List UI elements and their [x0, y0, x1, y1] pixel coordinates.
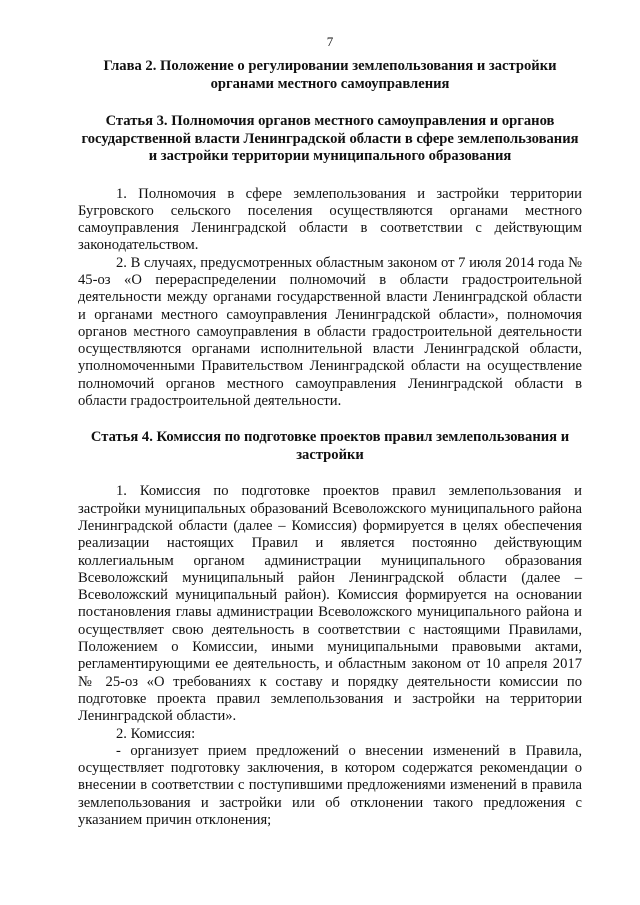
page-number: 7	[326, 34, 334, 49]
article-4-paragraph-1: 1. Комиссия по подготовке проектов правил землепользования и застройки муниципальных образований Всеволожского муниципального района Ленинградской области (далее – Комиссия) формируется в целях обеспечения реализации настоящих Правил и является постоянно действующим коллегиальным органом администрации муниципального образования Всеволожский муниципальный район Ленинградской области (далее – Всеволожский муниципальный район). Комиссия формируется на основании постановления главы администрации Всеволожского муниципального района и осуществляет свою деятельность в соответствии с настоящими Правилами, Положением о Комиссии, иными муниципальными правовыми актами, регламентирующими ее деятельность, и областным законом от 10 апреля 2017 № 25-оз «О требованиях к составу и порядку деятельности комиссии по подготовке проекта правил землепользования и застройки на территории Ленинградской области».	[78, 483, 582, 725]
article-4-paragraph-3: - организует прием предложений о внесении изменений в Правила, осуществляет подготовку заключения, в котором содержатся рекомендации о внесении в соответствии с поступившими предложениями изменений в правила землепользования и застройки или об отклонении такого предложения с указанием причин отклонения;	[78, 742, 582, 828]
article-3-paragraph-2: 2. В случаях, предусмотренных областным законом от 7 июля 2014 года № 45-оз «О перераспределении полномочий в области градостроительной деятельности между органами государственной власти Ленинградской области и органами местного самоуправления Ленинградской области», полномочия органов местного самоуправления в области градостроительной деятельности осуществляются органами исполнительной власти Ленинградской области, уполномоченными Правительством Ленинградской области на осуществление полномочий органов местного самоуправления Ленинградской области в области градостроительной деятельности.	[78, 254, 582, 410]
article-4-body	[78, 483, 582, 829]
chapter-title: Глава 2. Положение о регулировании землепользования и застройки органами местного самоуправления	[103, 58, 557, 92]
article-3-paragraph-1: 1. Полномочия в сфере землепользования и застройки территории Бугровского сельского поселения осуществляются органами местного самоуправления Ленинградской области в соответствии с действующим законодательством.	[78, 185, 582, 254]
document-page	[78, 34, 582, 829]
article-4-paragraph-2: 2. Комиссия:	[116, 725, 196, 742]
article-3-title: Статья 3. Полномочия органов местного самоуправления и органов государственной власти Ленинградской области в сфере землепользования и застройки территории муниципального образования	[81, 113, 579, 164]
article-4-title: Статья 4. Комиссия по подготовке проектов правил землепользования и застройки	[90, 429, 570, 463]
article-3-body	[78, 186, 582, 411]
